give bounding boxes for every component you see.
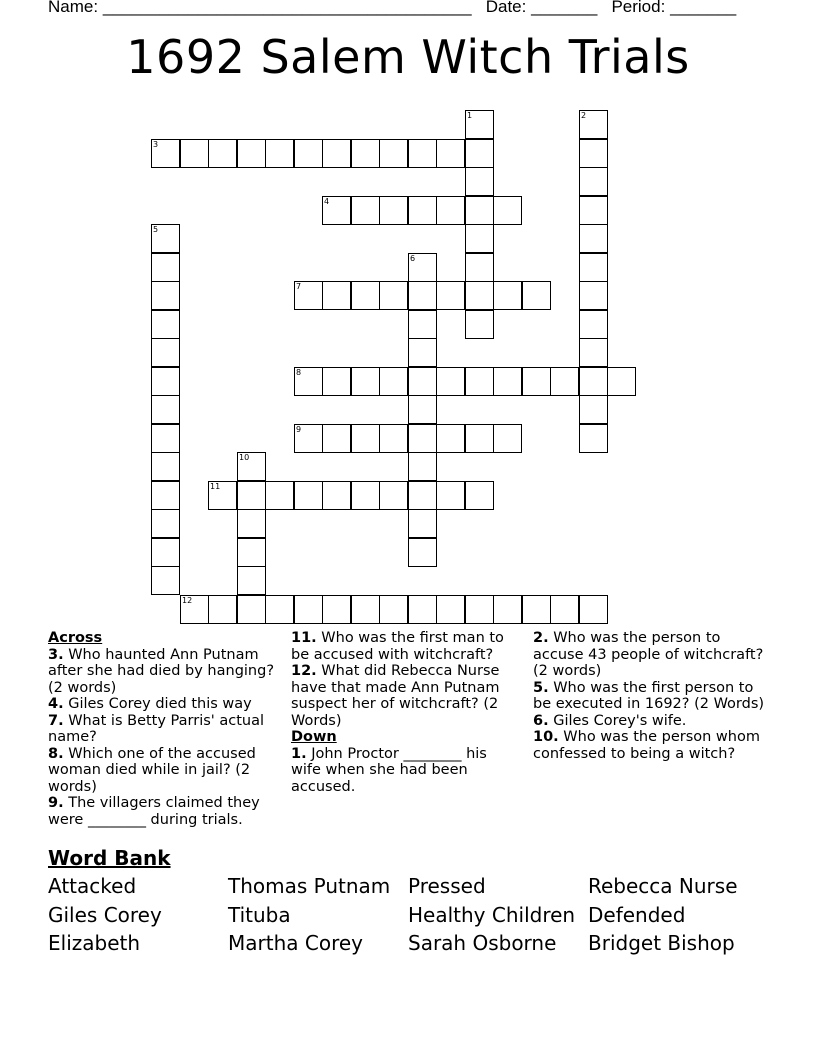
clue-across-3: 3. Who haunted Ann Putnam after she had died by hanging? (2 words) (48, 646, 275, 696)
word-bank-item: Giles Corey (48, 903, 162, 927)
clue-number: 7 (296, 282, 302, 291)
crossword-cell[interactable] (265, 139, 294, 168)
crossword-cell[interactable] (436, 424, 465, 453)
crossword-cell[interactable] (550, 367, 579, 396)
crossword-cell[interactable] (408, 395, 437, 424)
crossword-cell[interactable] (294, 367, 323, 396)
crossword-cell[interactable] (322, 139, 351, 168)
crossword-cell[interactable] (579, 338, 608, 367)
crossword-cell[interactable] (579, 424, 608, 453)
crossword-cell[interactable] (436, 481, 465, 510)
crossword-cell[interactable] (465, 310, 494, 339)
crossword-cell[interactable] (408, 452, 437, 481)
crossword-cell[interactable] (579, 253, 608, 282)
clue-number: 4 (324, 197, 330, 206)
crossword-cell[interactable] (579, 224, 608, 253)
crossword-cell[interactable] (579, 281, 608, 310)
crossword-cell[interactable] (151, 367, 180, 396)
clue-number: 6 (410, 254, 416, 263)
date-blank[interactable]: _______ (531, 0, 598, 16)
crossword-cell[interactable] (265, 595, 294, 624)
crossword-cell[interactable] (436, 595, 465, 624)
crossword-cell[interactable] (322, 595, 351, 624)
crossword-cell[interactable] (436, 367, 465, 396)
crossword-cell[interactable] (294, 595, 323, 624)
crossword-cell[interactable] (493, 367, 522, 396)
page-title: 1692 Salem Witch Trials (126, 30, 690, 84)
clue-number: 5 (153, 225, 159, 234)
crossword-cell[interactable] (237, 452, 266, 481)
crossword-cell[interactable] (237, 566, 266, 595)
crossword-cell[interactable] (579, 139, 608, 168)
crossword-cell[interactable] (237, 139, 266, 168)
crossword-cell[interactable] (408, 538, 437, 567)
crossword-cell[interactable] (322, 196, 351, 225)
crossword-cell[interactable] (208, 481, 237, 510)
crossword-cell[interactable] (493, 281, 522, 310)
crossword-cell[interactable] (465, 139, 494, 168)
clue-down-10: 10. Who was the person whom confessed to being a witch? (533, 729, 760, 762)
crossword-cell[interactable] (579, 167, 608, 196)
word-bank-item: Tituba (228, 903, 291, 927)
clue-number: 3 (153, 140, 159, 149)
crossword-cell[interactable] (465, 253, 494, 282)
crossword-cell[interactable] (151, 424, 180, 453)
crossword-cell[interactable] (493, 595, 522, 624)
crossword-cell[interactable] (408, 509, 437, 538)
crossword-cell[interactable] (151, 481, 180, 510)
crossword-cell[interactable] (151, 538, 180, 567)
crossword-cell[interactable] (465, 110, 494, 139)
clue-down-1: 1. John Proctor ________ his wife when she had been accused. (291, 745, 487, 795)
crossword-cell[interactable] (151, 395, 180, 424)
crossword-cell[interactable] (465, 481, 494, 510)
clue-number: 1 (467, 111, 473, 120)
crossword-cell[interactable] (579, 196, 608, 225)
crossword-cell[interactable] (322, 481, 351, 510)
crossword-cell[interactable] (550, 595, 579, 624)
crossword-cell[interactable] (151, 224, 180, 253)
crossword-cell[interactable] (208, 139, 237, 168)
crossword-cell[interactable] (151, 253, 180, 282)
crossword-cell[interactable] (579, 110, 608, 139)
crossword-cell[interactable] (408, 424, 437, 453)
crossword-cell[interactable] (465, 424, 494, 453)
crossword-cell[interactable] (579, 595, 608, 624)
crossword-cell[interactable] (265, 481, 294, 510)
word-bank-item: Attacked (48, 874, 137, 898)
crossword-cell[interactable] (294, 481, 323, 510)
crossword-cell[interactable] (607, 367, 636, 396)
crossword-cell[interactable] (493, 424, 522, 453)
crossword-cell[interactable] (465, 196, 494, 225)
crossword-cell[interactable] (379, 481, 408, 510)
crossword-cell[interactable] (379, 595, 408, 624)
clue-across-12: 12. What did Rebecca Nurse have that made Ann Putnam suspect her of witchcraft? (2 Words) (291, 663, 500, 729)
crossword-cell[interactable] (351, 481, 380, 510)
crossword-cell[interactable] (436, 281, 465, 310)
word-bank-item: Sarah Osborne (408, 931, 557, 955)
crossword-cell[interactable] (351, 281, 380, 310)
clue-across-4: 4. Giles Corey died this way (48, 696, 252, 712)
crossword-cell[interactable] (465, 595, 494, 624)
crossword-cell[interactable] (408, 367, 437, 396)
crossword-cell[interactable] (522, 595, 551, 624)
crossword-cell[interactable] (351, 367, 380, 396)
crossword-cell[interactable] (322, 367, 351, 396)
name-label: Name: (48, 0, 99, 16)
clue-down-2: 2. Who was the person to accuse 43 people of witchcraft? (2 words) (533, 630, 764, 679)
crossword-cell[interactable] (465, 281, 494, 310)
crossword-cell[interactable] (465, 167, 494, 196)
crossword-cell[interactable] (579, 310, 608, 339)
crossword-cell[interactable] (379, 281, 408, 310)
clue-number: 11 (210, 482, 221, 491)
word-bank-item: Thomas Putnam (228, 874, 391, 898)
clues-column-2 (291, 630, 516, 795)
word-bank-item: Rebecca Nurse (588, 874, 738, 898)
crossword-cell[interactable] (379, 367, 408, 396)
word-bank-item: Elizabeth (48, 931, 141, 955)
word-bank-title: Word Bank (48, 846, 171, 870)
down-heading: Down (291, 729, 337, 745)
clues-column-1 (48, 630, 280, 828)
clue-across-9: 9. The villagers claimed they were ________ during trials. (48, 795, 260, 828)
crossword-cell[interactable] (379, 139, 408, 168)
crossword-cell[interactable] (408, 595, 437, 624)
crossword-cell[interactable] (379, 196, 408, 225)
crossword-cell[interactable] (151, 338, 180, 367)
crossword-cell[interactable] (294, 281, 323, 310)
crossword-cell[interactable] (522, 367, 551, 396)
crossword-cell[interactable] (493, 196, 522, 225)
crossword-cell[interactable] (151, 509, 180, 538)
crossword-cell[interactable] (408, 281, 437, 310)
crossword-cell[interactable] (408, 481, 437, 510)
crossword-cell[interactable] (237, 595, 266, 624)
crossword-cell[interactable] (237, 509, 266, 538)
crossword-cell[interactable] (180, 595, 209, 624)
date-label: Date: (485, 0, 527, 16)
crossword-cell[interactable] (322, 424, 351, 453)
clues-column-3 (533, 630, 773, 762)
crossword-cell[interactable] (151, 139, 180, 168)
crossword-cell[interactable] (351, 196, 380, 225)
clue-down-5: 5. Who was the first person to be executed in 1692? (2 Words) (533, 679, 765, 712)
clue-number: 12 (182, 596, 193, 605)
clue-across-7: 7. What is Betty Parris' actual name? (48, 712, 265, 745)
word-bank-item: Defended (588, 903, 686, 927)
crossword-cell[interactable] (579, 367, 608, 396)
clue-across-8: 8. Which one of the accused woman died while in jail? (2 words) (48, 745, 256, 795)
crossword-cell[interactable] (351, 139, 380, 168)
crossword-cell[interactable] (294, 139, 323, 168)
crossword-cell[interactable] (151, 281, 180, 310)
crossword-cell[interactable] (408, 196, 437, 225)
crossword-cell[interactable] (237, 481, 266, 510)
crossword-cell[interactable] (436, 196, 465, 225)
crossword-cell[interactable] (237, 538, 266, 567)
word-bank-item: Healthy Children (408, 903, 576, 927)
word-bank-item: Pressed (408, 874, 486, 898)
crossword-cell[interactable] (408, 338, 437, 367)
crossword-cell[interactable] (379, 424, 408, 453)
clue-number: 8 (296, 368, 302, 377)
crossword-cell[interactable] (579, 395, 608, 424)
clue-down-6: 6. Giles Corey's wife. (533, 712, 687, 729)
crossword-cell[interactable] (522, 281, 551, 310)
crossword-cell[interactable] (151, 310, 180, 339)
crossword-cell[interactable] (208, 595, 237, 624)
period-blank[interactable]: _______ (670, 0, 737, 16)
crossword-cell[interactable] (151, 452, 180, 481)
clue-number: 9 (296, 425, 302, 434)
crossword-cell[interactable] (351, 595, 380, 624)
crossword-cell[interactable] (436, 139, 465, 168)
crossword-cell[interactable] (408, 139, 437, 168)
crossword-cell[interactable] (408, 253, 437, 282)
name-blank[interactable]: _______________________________________ (102, 0, 472, 16)
worksheet-header (48, 0, 736, 17)
crossword-cell[interactable] (465, 224, 494, 253)
period-label: Period: (611, 0, 666, 16)
clue-across-11: 11. Who was the first man to be accused with witchcraft? (291, 630, 504, 663)
clue-number: 2 (581, 111, 587, 120)
crossword-cell[interactable] (465, 367, 494, 396)
crossword-cell[interactable] (351, 424, 380, 453)
word-bank-item: Martha Corey (228, 931, 363, 955)
crossword-cell[interactable] (294, 424, 323, 453)
word-bank-item: Bridget Bishop (588, 931, 735, 955)
crossword-cell[interactable] (151, 566, 180, 595)
across-heading: Across (48, 630, 103, 646)
clue-number: 10 (239, 453, 250, 462)
crossword-cell[interactable] (322, 281, 351, 310)
crossword-cell[interactable] (408, 310, 437, 339)
crossword-cell[interactable] (180, 139, 209, 168)
